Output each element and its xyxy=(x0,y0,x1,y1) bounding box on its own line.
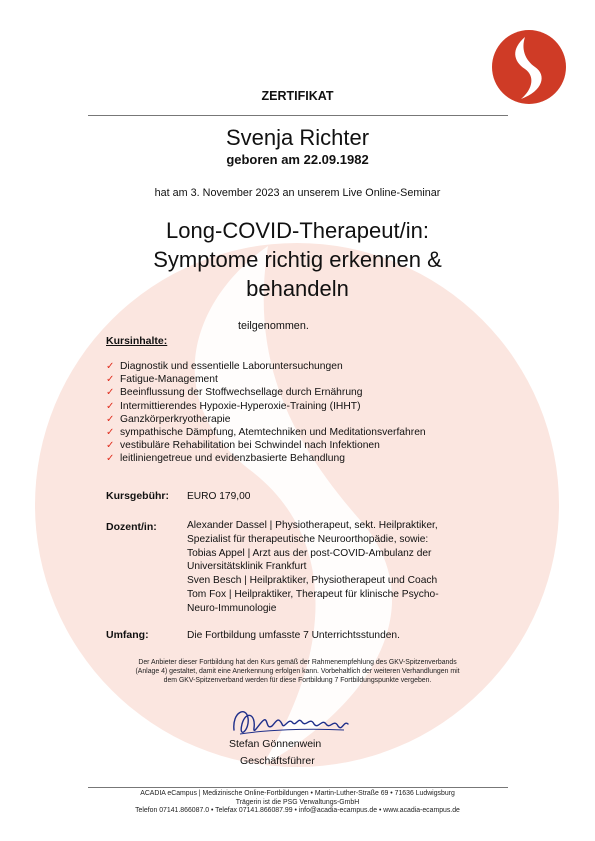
certificate-title: ZERTIFIKAT xyxy=(261,89,334,103)
footer-line-1: ACADIA eCampus | Medizinische Online-Fortbildungen • Martin-Luther-Straße 69 • 71636 Ludwigsburg xyxy=(140,790,455,797)
list-item-text: Intermittierendes Hypoxie-Hyperoxie-Training (IHHT) xyxy=(120,400,361,412)
footer-line-2: Trägerin ist die PSG Verwaltungs-GmbH xyxy=(235,798,360,806)
lecturers-label: Dozent/in: xyxy=(106,521,157,533)
lecturer-line: Tobias Appel | Arzt aus der post-COVID-Ambulanz der xyxy=(187,547,432,559)
lecturer-line: Neuro-Immunologie xyxy=(187,602,277,614)
check-icon: ✓ xyxy=(106,440,115,452)
course-title-line-1: Long-COVID-Therapeut/in: xyxy=(166,218,429,243)
lecturer-line: Alexander Dassel | Physiotherapeut, sekt. Heilpraktiker, xyxy=(187,520,438,531)
footer-rule xyxy=(88,787,508,788)
check-icon: ✓ xyxy=(106,400,115,412)
list-item xyxy=(106,413,506,426)
lecturers-list xyxy=(187,519,487,616)
list-item xyxy=(106,426,506,439)
participant-birthdate: geboren am 22.09.1982 xyxy=(226,152,369,167)
list-item-text: Beeinflussung der Stoffwechsellage durch Ernährung xyxy=(120,387,363,399)
check-icon: ✓ xyxy=(106,427,115,439)
list-item xyxy=(106,452,506,465)
signatory-role: Geschäftsführer xyxy=(240,755,315,767)
footer xyxy=(0,790,595,816)
list-item-text: Diagnostik und essentielle Laboruntersuchungen xyxy=(120,361,343,372)
list-item-text: leitliniengetreue und evidenzbasierte Behandlung xyxy=(120,453,345,465)
list-item xyxy=(106,386,506,399)
list-item xyxy=(106,360,506,373)
fee-label: Kursgebühr: xyxy=(106,490,169,502)
intro-text: hat am 3. November 2023 an unserem Live Online-Seminar xyxy=(154,187,441,199)
contents-list xyxy=(106,360,506,466)
signatory-name: Stefan Gönnenwein xyxy=(229,738,322,750)
fee-value: EURO 179,00 xyxy=(187,491,251,502)
list-item xyxy=(106,373,506,386)
lecturer-line: Sven Besch | Heilpraktiker, Physiotherapeut und Coach xyxy=(187,575,438,587)
disclaimer xyxy=(0,659,595,685)
course-title-line-3: behandeln xyxy=(246,276,349,301)
disclaimer-line-1: Der Anbieter dieser Fortbildung hat den Kurs gemäß der Rahmenempfehlung des GKV-Spitzenverbands xyxy=(138,659,457,666)
check-icon: ✓ xyxy=(106,413,115,425)
disclaimer-line-3: dem GKV-Spitzenverband werden für diese Fortbildung 7 Fortbildungspunkte vergeben. xyxy=(163,676,432,684)
list-item-text: Ganzkörperkryotherapie xyxy=(120,413,231,425)
list-item-text: vestibuläre Rehabilitation bei Schwindel nach Infektionen xyxy=(120,440,380,452)
list-item xyxy=(106,400,506,413)
course-title-line-2: Symptome richtig erkennen & xyxy=(153,247,442,272)
list-item xyxy=(106,439,506,452)
participant-name: Svenja Richter xyxy=(225,125,370,150)
check-icon: ✓ xyxy=(106,387,115,399)
header-rule xyxy=(88,115,508,116)
check-icon: ✓ xyxy=(106,374,115,386)
disclaimer-line-2: (Anlage 4) gestaltet, damit eine Anerkennung erfolgen kann. Vorbehaltlich der weiteren Verhandlungen mit xyxy=(135,667,460,675)
contents-label: Kursinhalte: xyxy=(106,335,168,347)
course-title xyxy=(0,216,595,303)
check-icon: ✓ xyxy=(106,361,115,372)
lecturer-line: Universitätsklinik Frankfurt xyxy=(187,561,307,573)
list-item-text: sympathische Dämpfung, Atemtechniken und Meditationsverfahren xyxy=(120,427,426,439)
footer-line-3: Telefon 07141.866087.0 • Telefax 07141.866087.99 • info@acadia-ecampus.de • www.acadia-ecampus.de xyxy=(135,807,460,815)
scope-label: Umfang: xyxy=(106,629,149,641)
list-item-text: Fatigue-Management xyxy=(120,374,218,386)
check-icon: ✓ xyxy=(106,453,115,465)
attended-text: teilgenommen. xyxy=(238,320,309,332)
lecturer-line: Tom Fox | Heilpraktiker, Therapeut für klinische Psycho- xyxy=(187,588,439,600)
lecturer-line: Spezialist für therapeutische Neuroorthopädie, sowie: xyxy=(187,533,429,545)
scope-value: Die Fortbildung umfasste 7 Unterrichtsstunden. xyxy=(187,630,400,641)
